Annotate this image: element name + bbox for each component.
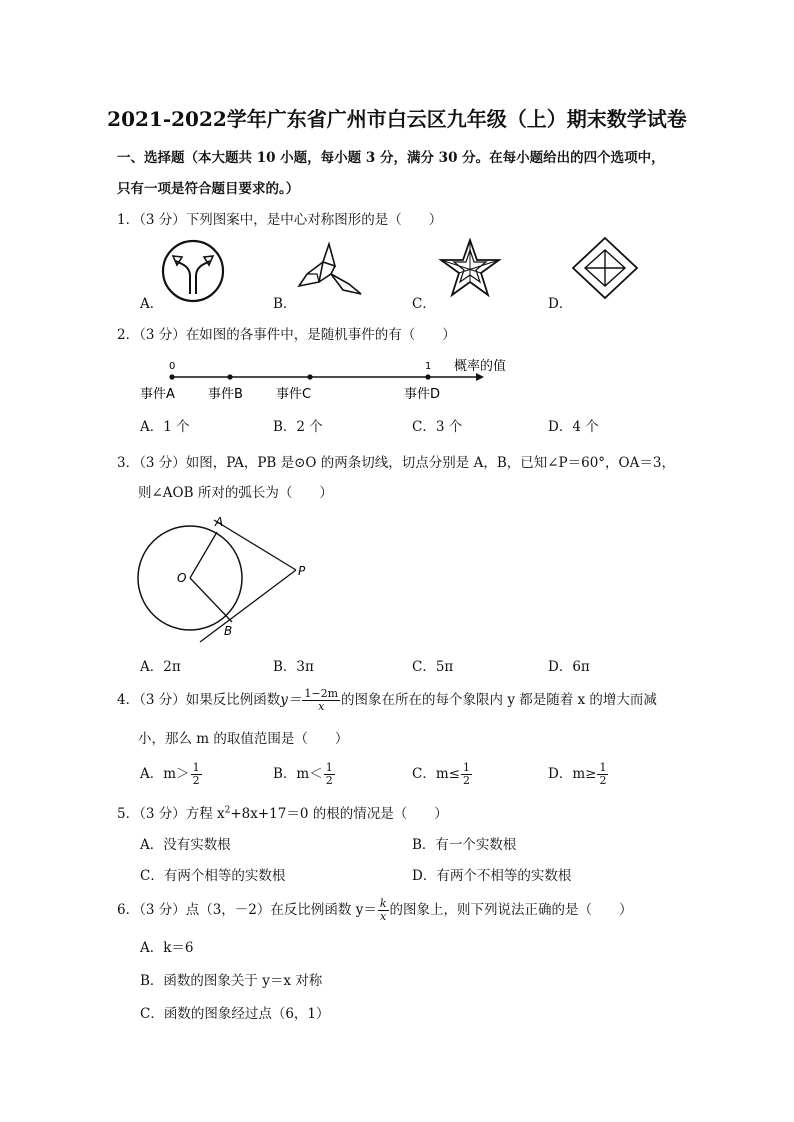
q4-stem-line2: 小，那么 m 的取值范围是（ ）	[138, 731, 349, 747]
q2-event-a: 事件A	[140, 387, 175, 402]
q4-option-a: A．m＞ $\frac{1}{2}$	[140, 761, 200, 787]
q1-figure-c-star	[438, 238, 502, 302]
q3-label-b: B	[224, 624, 233, 638]
q5-option-b: B．有一个实数根	[412, 837, 517, 853]
q5-stem: 5．（3 分）方程 $x^2+8x+17=0$ 的根的情况是（ ）	[117, 805, 448, 822]
q3-option-b: B．3π	[273, 659, 314, 675]
q5-option-a: A．没有实数根	[140, 837, 231, 853]
q6-option-c: C．函数的图象经过点（6，1）	[140, 1006, 330, 1022]
q2-tick-one: 1	[425, 361, 432, 372]
q2-tick-zero: 0	[169, 361, 176, 372]
q3-stem-line1: 3．（3 分）如图，PA，PB 是⊙O 的两条切线，切点分别是 A，B，已知∠P＝60°，OA＝3，	[117, 455, 675, 471]
q4-option-c: C．m≤ $\frac{1}{2}$	[412, 761, 470, 787]
q2-event-b: 事件B	[208, 387, 243, 402]
q6-option-a: A．k＝6	[140, 940, 194, 956]
q1-figure-b-pinwheel	[295, 240, 365, 302]
q2-event-c: 事件C	[276, 387, 312, 402]
page-title: 2021-2022学年广东省广州市白云区九年级（上）期末数学试卷	[107, 107, 687, 131]
q2-option-b: B．2 个	[273, 419, 323, 435]
q1-figure-a-arrows-circle	[160, 238, 226, 304]
q3-label-a: A	[215, 515, 224, 529]
q5-option-c: C．有两个相等的实数根	[140, 868, 286, 884]
q1-option-a: A．	[140, 296, 164, 312]
q1-option-d: D．	[548, 296, 573, 312]
q2-event-d: 事件D	[404, 387, 441, 402]
q2-option-d: D．4 个	[548, 419, 599, 435]
q3-label-o: O	[177, 571, 187, 585]
q1-option-b: B．	[273, 296, 297, 312]
q3-option-c: C．5π	[412, 659, 454, 675]
q3-tangent-circle-figure	[130, 508, 330, 650]
section-heading-line1: 一、选择题（本大题共 10 小题，每小题 3 分，满分 30 分。在每小题给出的四个选项中，	[117, 150, 665, 166]
q4-stem-line1: 4．（3 分）如果反比例函数y＝ $\frac{1-2m}{x}$ 的图象在所在的每个象限内 y 都是随着 x 的增大而减	[117, 687, 657, 713]
q4-option-b: B．m＜ $\frac{1}{2}$	[273, 761, 333, 787]
q2-probability-number-line	[138, 355, 538, 407]
q2-stem: 2．（3 分）在如图的各事件中，是随机事件的有（ ）	[117, 327, 456, 343]
q3-label-p: P	[298, 564, 306, 578]
q2-option-c: C．3 个	[412, 419, 463, 435]
section-heading-line2: 只有一项是符合题目要求的。）	[117, 181, 300, 197]
q5-option-d: D．有两个不相等的实数根	[412, 868, 572, 884]
q6-stem: 6．（3 分）点（3，－2）在反比例函数 y＝ $\frac{k}{x}$ 的图象上，则下列说法正确的是（ ）	[117, 897, 633, 923]
q3-stem-line2: 则∠AOB 所对的弧长为（ ）	[138, 485, 333, 501]
q3-option-a: A．2π	[140, 659, 181, 675]
q1-stem: 1．（3 分）下列图案中，是中心对称图形的是（ ）	[117, 212, 443, 228]
q2-axis-label: 概率的值	[454, 359, 507, 374]
q4-option-d: D．m≥ $\frac{1}{2}$	[548, 761, 607, 787]
q6-option-b: B．函数的图象关于 y＝x 对称	[140, 973, 323, 989]
q1-option-c: C．	[412, 296, 436, 312]
q3-option-d: D．6π	[548, 659, 590, 675]
q2-option-a: A．1 个	[140, 419, 190, 435]
q1-figure-d-diamond	[570, 236, 640, 300]
